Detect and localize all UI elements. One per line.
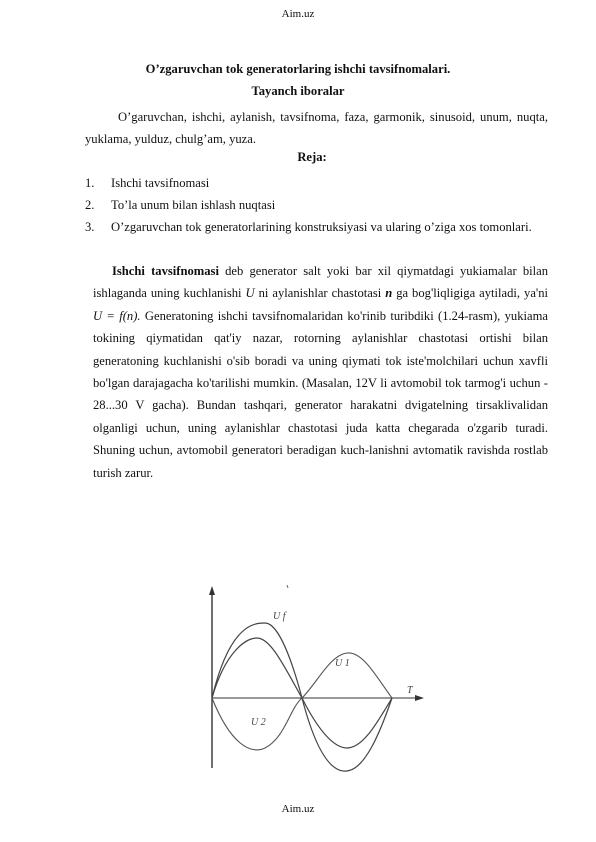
keywords-heading: Tayanch iboralar [251, 84, 345, 98]
list-item-number: 1. [85, 176, 95, 190]
page-footer: Aim.uz [281, 803, 315, 815]
label-u2: U 2 [251, 717, 266, 728]
formula: U = f(n). [93, 308, 141, 323]
page-header: Aim.uz [281, 8, 315, 20]
plan-heading: Reja: [297, 150, 327, 164]
body-text: ga bog'liqligiga aytiladi, ya'ni [392, 286, 548, 301]
body-paragraph [93, 260, 548, 484]
list-item-text: To’la unum bilan ishlash nuqtasi [111, 198, 276, 212]
x-axis-arrow-icon [415, 695, 424, 701]
term-bold: Ishchi tavsifnomasi [112, 264, 219, 278]
list-item-number: 2. [85, 198, 95, 212]
body-text: deb generator salt yoki bar xil qiymatdagi yukiamalar bilan ishlaganda uning kuchlanishi [93, 264, 548, 301]
voltage-symbol: U [245, 286, 255, 301]
y-axis-arrow-icon [209, 586, 215, 595]
u2-curve [212, 653, 392, 750]
list-item [85, 216, 548, 238]
label-u1: U 1 [335, 658, 350, 669]
plan-list [85, 172, 548, 238]
list-item-number: 3. [85, 220, 95, 234]
label-uf: U f [273, 611, 286, 622]
u1-curve [212, 638, 392, 748]
list-item [85, 172, 548, 194]
page-title: O’zgaruvchan tok generatorlaring ishchi tavsifnomalari. [145, 62, 451, 76]
body-text: ni aylanishlar chastotasi [254, 286, 386, 301]
speed-symbol: n [385, 286, 393, 301]
list-item [85, 194, 548, 216]
list-item-text: O’zgaruvchan tok generatorlarining konstruksiyasi va ularing o’ziga xos tomonlari. [111, 220, 532, 234]
waveform-figure [195, 583, 425, 773]
keywords-text: O’garuvchan, ishchi, aylanish, tavsifnoma, faza, garmonik, sinusoid, unum, nuqta, yuklama, yulduz, chulg’am, yuza. [85, 110, 548, 146]
list-item-text: Ishchi tavsifnomasi [111, 176, 210, 190]
body-text: Generatoning ishchi tavsifnomalaridan ko'rinib turibdiki (1.24-rasm), yukiama tokining qiymatidan qat'iy nazar, rotorning aylanishlar chastotasi ortishi bilan generatoning kuchlanishi o'sib boradi va uning qiymati tok iste'molchilari uchun xavfli bo'lgan darajagacha ko'tarilishi mumkin. (Masalan, 12V li avtomobil tok tarmog'i uchun - 28...30 V gacha). Bundan tashqari, generator harakatni dvigatelning tirsaklivalidan olganligi uchun, uning aylanishlar chastotasi juda katta chegarada o'zgarib turadi. Shuning uchun, avtomobil generatori beradigan kuch-lanishni avtomatik ravishda rostlab turish zarur. [93, 308, 548, 480]
label-t: T [407, 685, 413, 696]
top-mark [287, 585, 288, 588]
